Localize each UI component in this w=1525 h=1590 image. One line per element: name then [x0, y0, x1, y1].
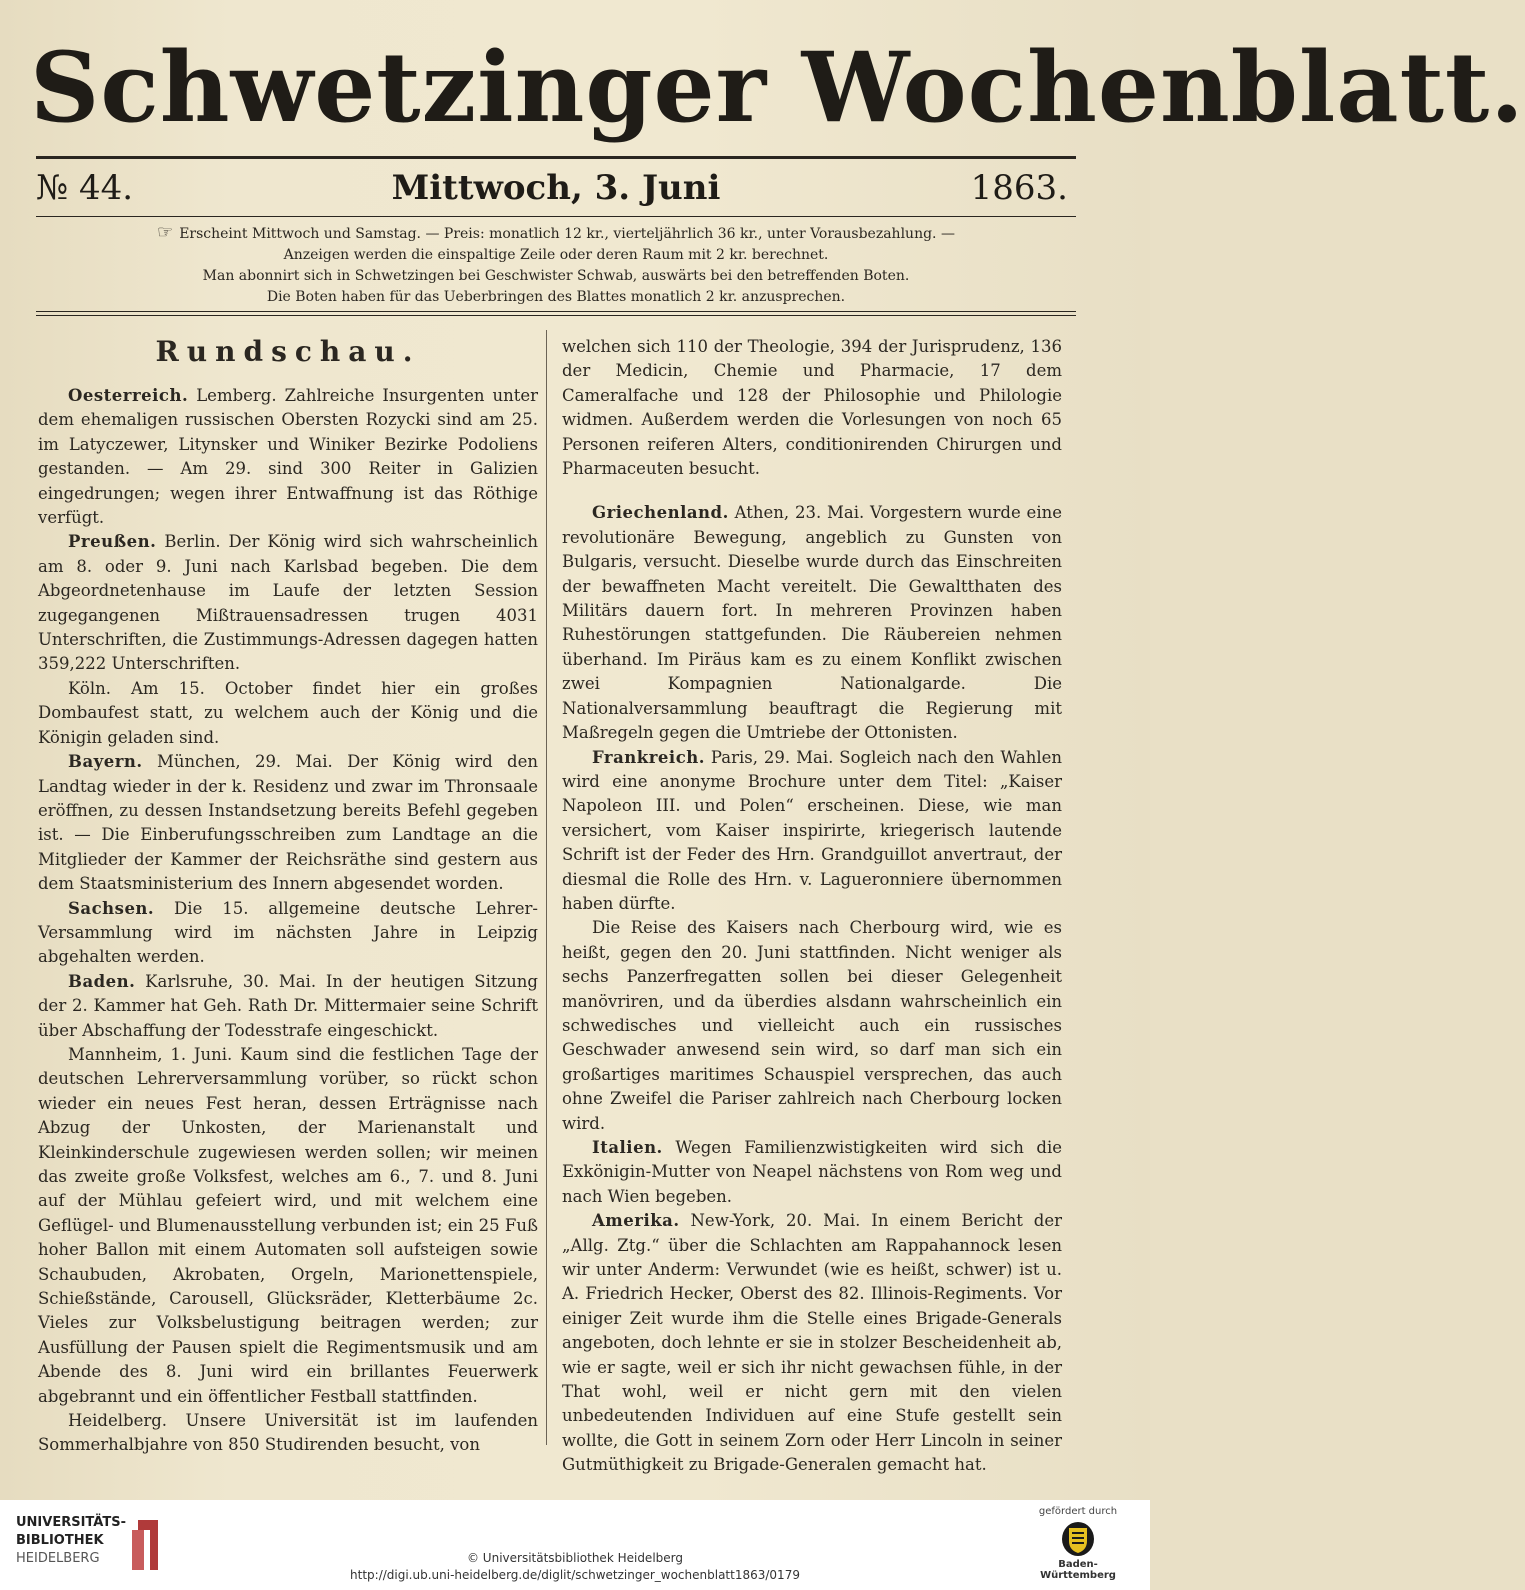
- article-paragraph: Heidelberg. Unsere Universität ist im laufenden Sommerhalbjahre von 850 Studirenden besucht, von: [38, 1411, 538, 1455]
- library-name-line: HEIDELBERG: [16, 1551, 100, 1566]
- article-heading: Italien.: [592, 1138, 663, 1157]
- notice-line: Man abonnirt sich in Schwetzingen bei Geschwister Schwab, auswärts bei den betreffenden Boten.: [202, 268, 910, 284]
- right-column: [562, 335, 1062, 1478]
- article-separator: [562, 481, 1062, 501]
- article-paragraph: Die Reise des Kaisers nach Cherbourg wird, wie es heißt, gegen den 20. Juni stattfinden. Nicht weniger als sechs Panzerfregatten sollen bei dieser Gelegenheit manövriren, und da überdies alsdann wahrscheinlich ein schwedisches und vielleicht auch ein russisches Geschwader anwesend sein wird, so darf man sich ein großartiges maritimes Schauspiel versprechen, das auch ohne Zweifel die Pariser zahlreich nach Cherbourg locken wird.: [562, 918, 1062, 1133]
- copyright-text: © Universitätsbibliothek Heidelberg: [466, 1551, 683, 1565]
- article-heading: Baden.: [68, 971, 136, 991]
- left-column: [38, 330, 538, 1458]
- library-name-line: UNIVERSITÄTS-: [16, 1515, 126, 1530]
- issue-rule: [36, 216, 1076, 217]
- article-heading: Sachsen.: [68, 898, 155, 918]
- masthead-title: Schwetzinger Wochenblatt.: [30, 31, 1525, 144]
- notice-line: Die Boten haben für das Ueberbringen des Blattes monatlich 2 kr. anzusprechen.: [266, 289, 846, 305]
- notice-rule-bottom: [36, 315, 1076, 316]
- coat-of-arms-icon: [1061, 1521, 1095, 1557]
- funder-name: Baden-Württemberg: [1040, 1559, 1116, 1581]
- library-emblem-icon: [128, 1516, 168, 1574]
- article-paragraph: Amerika. New-York, 20. Mai. In einem Bericht der „Allg. Ztg.“ über die Schlachten am Rappahannock lesen wir unter Anderm: Verwundet (wie es heißt, schwer) ist u. A. Friedrich Hecker, Oberst des 82. Illinois-Regiments. Vor einiger Zeit wurde ihm die Stelle eines Brigade-Generals angeboten, doch lehnte er sie in stolzer Bescheidenheit ab, wie er sagte, weil er sich ihr nicht gewachsen fühle, in der That wohl, weil er nicht gern mit den vielen unbedeutenden Individuen auf eine Stufe gestellt sein wollte, die Gott in seinem Zorn oder Herr Lincoln in seiner Gutmüthigkeit zu Brigade-Generalen gemacht hat.: [562, 1211, 1062, 1475]
- article-heading: Amerika.: [592, 1211, 680, 1231]
- issue-year: 1863.: [970, 168, 1068, 208]
- article-heading: Frankreich.: [592, 747, 705, 767]
- notice-line: Anzeigen werden die einspaltige Zeile oder deren Raum mit 2 kr. berechnet.: [283, 247, 829, 263]
- article-paragraph: Köln. Am 15. October findet hier ein großes Dombaufest statt, zu welchem auch der König und die Königin geladen sind.: [38, 678, 538, 747]
- funder-label: gefördert durch: [1038, 1506, 1118, 1517]
- notice-line: ☞ Erscheint Mittwoch und Samstag. — Preis: monatlich 12 kr., vierteljährlich 36 kr., unter Vorausbezahlung. —: [157, 222, 955, 243]
- funder-block: [1028, 1506, 1128, 1581]
- article-paragraph: welchen sich 110 der Theologie, 394 der Jurisprudenz, 136 der Medicin, Chemie und Pharmacie, 17 dem Cameralfache und 128 der Philosophie und Philologie widmen. Außerdem werden die Vorlesungen von noch 65 Personen reiferen Alters, conditionirenden Chirurgen und Pharmaceuten besucht.: [562, 337, 1062, 479]
- masthead-rule: [36, 156, 1076, 159]
- subscription-notice: [36, 222, 1076, 308]
- article-paragraph: Griechenland. Athen, 23. Mai. Vorgestern wurde eine revolutionäre Bewegung, angeblich zu Gunsten von Bulgaris, versucht. Dieselbe wurde durch das Einschreiten der bewaffneten Macht vereitelt. Die Gewaltthaten des Militärs dauern fort. In mehreren Provinzen haben Ruhestörungen stattgefunden. Die Räubereien nehmen überhand. Im Piräus kam es zu einem Konflikt zwischen zwei Kompagnien Nationalgarde. Die Nationalversammlung beauftragt die Regierung mit Maßregeln gegen die Umtriebe der Ottonisten.: [562, 503, 1062, 743]
- issue-line: [36, 163, 1076, 213]
- article-paragraph: Sachsen. Die 15. allgemeine deutsche Lehrer-Versammlung wird im nächsten Jahre in Leipzig abgehalten werden.: [38, 898, 538, 967]
- article-heading: Griechenland.: [592, 503, 729, 523]
- notice-rule-top: [36, 311, 1076, 312]
- source-url[interactable]: http://digi.ub.uni-heidelberg.de/diglit/schwetzinger_wochenblatt1863/0179: [350, 1568, 800, 1582]
- digitization-footer: [0, 1500, 1150, 1590]
- article-heading: Oesterreich.: [68, 386, 189, 405]
- article-heading: Preußen.: [68, 532, 157, 552]
- article-paragraph: Baden. Karlsruhe, 30. Mai. In der heutigen Sitzung der 2. Kammer hat Geh. Rath Dr. Mittermaier seine Schrift über Abschaffung der Todesstrafe eingeschickt.: [38, 971, 538, 1040]
- library-logo: [16, 1514, 196, 1576]
- article-heading: Bayern.: [68, 752, 143, 772]
- article-paragraph: Preußen. Berlin. Der König wird sich wahrscheinlich am 8. oder 9. Juni nach Karlsbad begeben. Die dem Abgeordnetenhause im Laufe der letzten Session zugegangenen Mißtrauensadressen trugen 4031 Unterschriften, die Zustimmungs-Adressen dagegen hatten 359,222 Unterschriften.: [38, 532, 538, 674]
- column-divider: [546, 330, 547, 1445]
- article-paragraph: Mannheim, 1. Juni. Kaum sind die festlichen Tage der deutschen Lehrerversammlung vorüber, so rückt schon wieder ein neues Fest heran, dessen Erträgnisse nach Abzug der Unkosten, der Marienanstalt und Kleinkinderschule zugewiesen werden sollen; wir meinen das zweite große Volksfest, welches am 6., 7. und 8. Juni auf der Mühlau gefeiert wird, und mit welchem eine Geflügel- und Blumenausstellung verbunden ist; ein 25 Fuß hoher Ballon mit einem Automaten soll aufsteigen sowie Schaubuden, Akrobaten, Orgeln, Marionettenspiele, Schießstände, Carousell, Glücksräder, Kletterbäume 2c. Vieles zur Volksbelustigung beitragen werden; zur Ausfüllung der Pausen spielt die Regimentsmusik und am Abende des 8. Juni wird ein brillantes Feuerwerk abgebrannt und ein öffentlicher Festball stattfinden.: [38, 1044, 538, 1406]
- pointing-hand-icon: ☞: [157, 222, 174, 243]
- article-paragraph: Italien. Wegen Familienzwistigkeiten wird sich die Exkönigin-Mutter von Neapel nächstens von Rom weg und nach Wien begeben.: [562, 1138, 1062, 1206]
- article-paragraph: Bayern. München, 29. Mai. Der König wird den Landtag wieder in der k. Residenz und zwar im Thronsaale eröffnen, zu dessen Instandsetzung bereits Befehl gegeben ist. — Die Einberufungsschreiben zum Landtage an die Mitglieder der Kammer der Reichsräthe sind gestern aus dem Staatsministerium des Innern abgesendet worden.: [38, 752, 538, 894]
- article-paragraph: Oesterreich. Lemberg. Zahlreiche Insurgenten unter dem ehemaligen russischen Obersten Rozycki sind am 25. im Latyczewer, Litynsker und Winiker Bezirke Podoliens gestanden. — Am 29. sind 300 Reiter in Galizien eingedrungen; wegen ihrer Entwaffnung ist das Röthige verfügt.: [38, 386, 538, 528]
- library-name-line: BIBLIOTHEK: [16, 1533, 104, 1548]
- issue-number: № 44.: [36, 168, 134, 208]
- article-paragraph: Frankreich. Paris, 29. Mai. Sogleich nach den Wahlen wird eine anonyme Brochure unter dem Titel: „Kaiser Napoleon III. und Polen“ erscheinen. Diese, wie man versichert, vom Kaiser inspirirte, kriegerisch lautende Schrift ist der Feder des Hrn. Grandguillot anvertraut, der diesmal die Rolle des Hrn. v. Lagueronniere übernommen haben dürfte.: [562, 747, 1062, 913]
- section-title: Rundschau.: [155, 335, 421, 368]
- issue-date: Mittwoch, 3. Juni: [391, 168, 721, 208]
